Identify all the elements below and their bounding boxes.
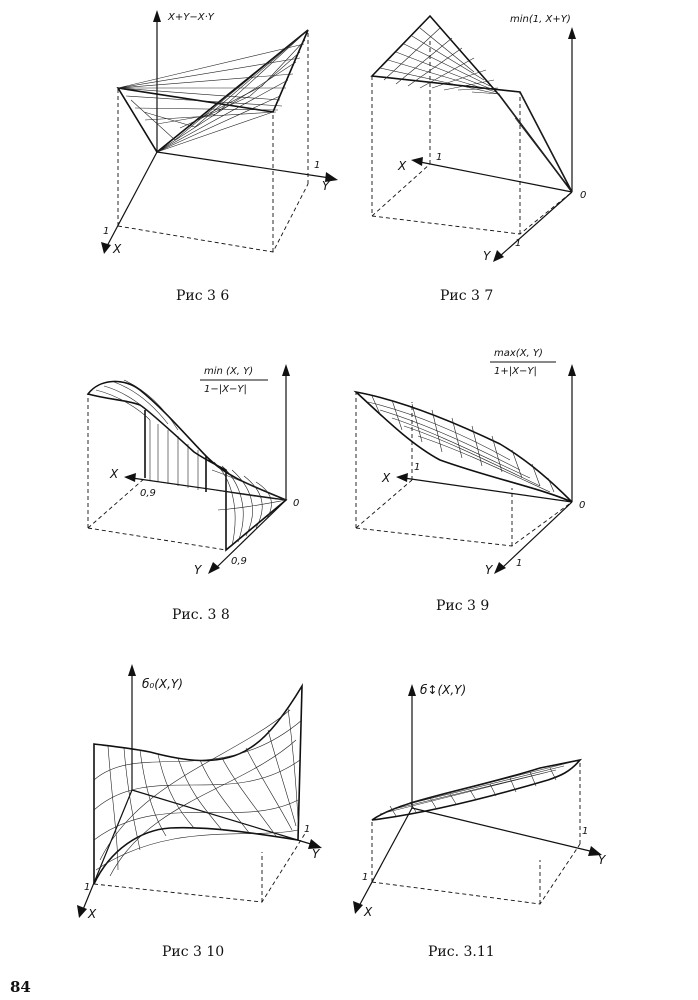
figure-3-6-caption: Рис 3 6 — [176, 288, 230, 304]
y-axis-label: Y — [322, 179, 330, 193]
figure-3-10-caption: Рис 3 10 — [162, 944, 225, 960]
y-tick-label: 1 — [582, 826, 589, 837]
y-axis — [412, 808, 594, 852]
y-tick-label: 1 — [304, 824, 311, 835]
figure-3-8-caption: Рис. 3 8 — [172, 607, 230, 623]
x-tick-label: 1 — [436, 152, 443, 163]
z-label-denominator: 1−|X−Y| — [204, 384, 247, 395]
y-tick-label: 1 — [314, 160, 321, 171]
x-axis-label: X — [113, 242, 122, 256]
y-axis-label: Y — [598, 853, 606, 867]
y-axis-label: Y — [312, 847, 320, 861]
figure-3-9-caption: Рис 3 9 — [436, 598, 490, 614]
y-tick-label: 1 — [515, 238, 522, 249]
y-tick-label: 0,9 — [231, 556, 247, 567]
z-axis-label: X+Y−X·Y — [168, 12, 214, 23]
x-axis-arrow — [353, 901, 363, 914]
x-axis-label: X — [364, 905, 373, 919]
z-axis-arrow — [408, 684, 416, 696]
z-axis-label: б↕(X,Y) — [420, 683, 467, 697]
figure-3-11-caption: Рис. 3.11 — [428, 944, 495, 960]
x-tick-label: 1 — [414, 462, 421, 473]
origin-label: 0 — [579, 500, 586, 511]
z-axis-label: б₀(X,Y) — [142, 677, 183, 691]
x-axis-label: X — [398, 159, 407, 173]
x-tick-label: 0,9 — [140, 488, 156, 499]
x-tick-label: 1 — [362, 872, 369, 883]
x-axis — [358, 808, 412, 908]
z-label-numerator: min (X, Y) — [204, 366, 254, 377]
y-axis-label: Y — [194, 563, 202, 577]
bounding-box — [372, 762, 580, 904]
y-axis-label: Y — [485, 563, 493, 577]
x-tick-label: 1 — [103, 226, 110, 237]
z-label-denominator: 1+|X−Y| — [494, 366, 537, 377]
y-axis-label: Y — [483, 249, 491, 263]
z-axis-label: min(1, X+Y) — [510, 14, 571, 25]
surface-mesh — [380, 762, 572, 816]
page-number: 84 — [10, 978, 31, 996]
z-label-numerator: max(X, Y) — [494, 348, 543, 359]
x-axis-label: X — [110, 467, 119, 481]
x-tick-label: 1 — [84, 882, 91, 893]
origin-label: 0 — [293, 498, 300, 509]
x-axis-label: X — [382, 471, 391, 485]
y-tick-label: 1 — [516, 558, 523, 569]
x-axis-label: X — [88, 907, 97, 921]
figure-3-7-caption: Рис 3 7 — [440, 288, 494, 304]
origin-label: 0 — [580, 190, 587, 201]
